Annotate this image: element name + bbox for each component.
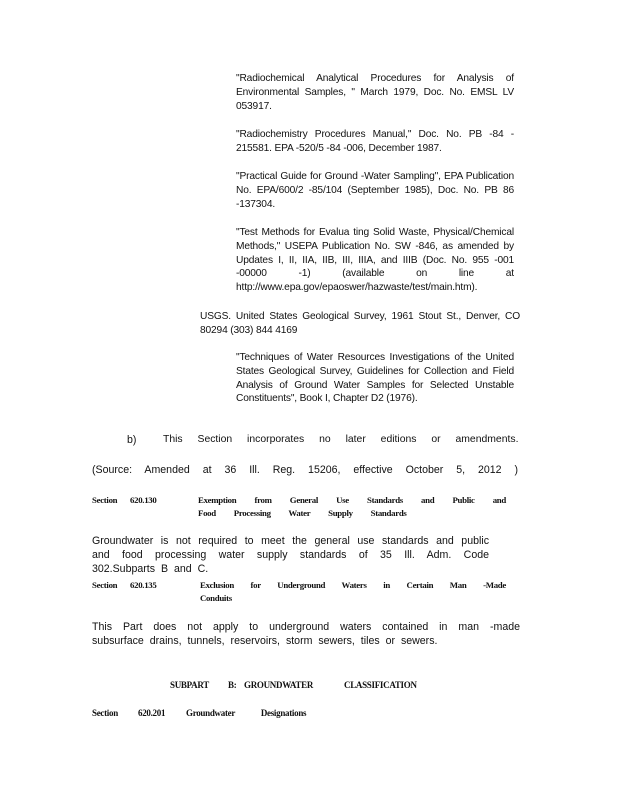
section-620-135-heading	[92, 579, 512, 607]
section-title: Exclusion for Underground Waters in Certain Man -Made Conduits	[200, 580, 506, 603]
item-b-text: This Section incorporates no later editions or amendments.	[163, 434, 519, 445]
reference-test-methods-solid-waste: "Test Methods for Evalua ting Solid Waste, Physical/Chemical Methods," USEPA Publication No. SW -846, as amended by Updates I, II, IIA, IIB, III, IIIA, and IIIB (Doc. No. 955 -001 -00000 -1) (available on line at http://www.epa.gov/epaoswer/hazwaste/test/main.htm).	[236, 227, 514, 294]
section-label: Section	[92, 495, 118, 505]
reference-usgs-techniques: "Techniques of Water Resources Investigations of the United States Geological Survey, Guidelines for Collection and Field Analysis of Ground Water Samples for Selected Unstable Constituents", Book I, Chapter D2 (1976).	[236, 352, 514, 405]
reference-radiochemical-analytical: "Radiochemical Analytical Procedures for Analysis of Environmental Samples, " March 1979, Doc. No. EMSL LV 053917.	[236, 73, 514, 112]
subpart-label: SUBPART	[170, 680, 209, 690]
reference-groundwater-sampling-guide: "Practical Guide for Ground -Water Sampling", EPA Publication No. EPA/600/2 -85/104 (September 1985), Doc. No. PB 86 -137304.	[236, 171, 514, 210]
usgs-entry: USGS. United States Geological Survey, 1961 Stout St., Denver, CO 80294 (303) 844 4169	[200, 311, 520, 336]
section-620-130-body: Groundwater is not required to meet the general use standards and public and food processing water supply standards of 35 Ill. Adm. Code 302.Subparts B and C.	[92, 535, 489, 576]
item-b-label: b)	[127, 434, 137, 446]
section-620-201-number: 620.201	[138, 708, 166, 718]
section-620-130-heading	[92, 494, 512, 522]
section-number: 620.135	[130, 580, 157, 590]
reference-radiochemistry-manual: "Radiochemistry Procedures Manual," Doc. No. PB -84 - 215581. EPA -520/5 -84 -006, December 1987.	[236, 129, 514, 154]
section-label: Section	[92, 580, 118, 590]
section-620-135-body: This Part does not apply to underground waters contained in man -made subsurface drains, tunnels, reservoirs, storm sewers, tiles or sewers.	[92, 621, 520, 648]
subpart-word-groundwater: GROUNDWATER	[244, 680, 314, 690]
source-note: (Source: Amended at 36 Ill. Reg. 15206, effective October 5, 2012 )	[92, 464, 519, 476]
subpart-word-classification: CLASSIFICATION	[344, 680, 417, 690]
section-number: 620.130	[130, 495, 157, 505]
section-title: Exemption from General Use Standards and Public and Food Processing Water Supply Standards	[198, 495, 506, 518]
subpart-letter: B:	[228, 680, 237, 690]
section-620-201-label: Section	[92, 708, 118, 718]
section-620-201-title: Groundwater Designations	[186, 708, 307, 718]
